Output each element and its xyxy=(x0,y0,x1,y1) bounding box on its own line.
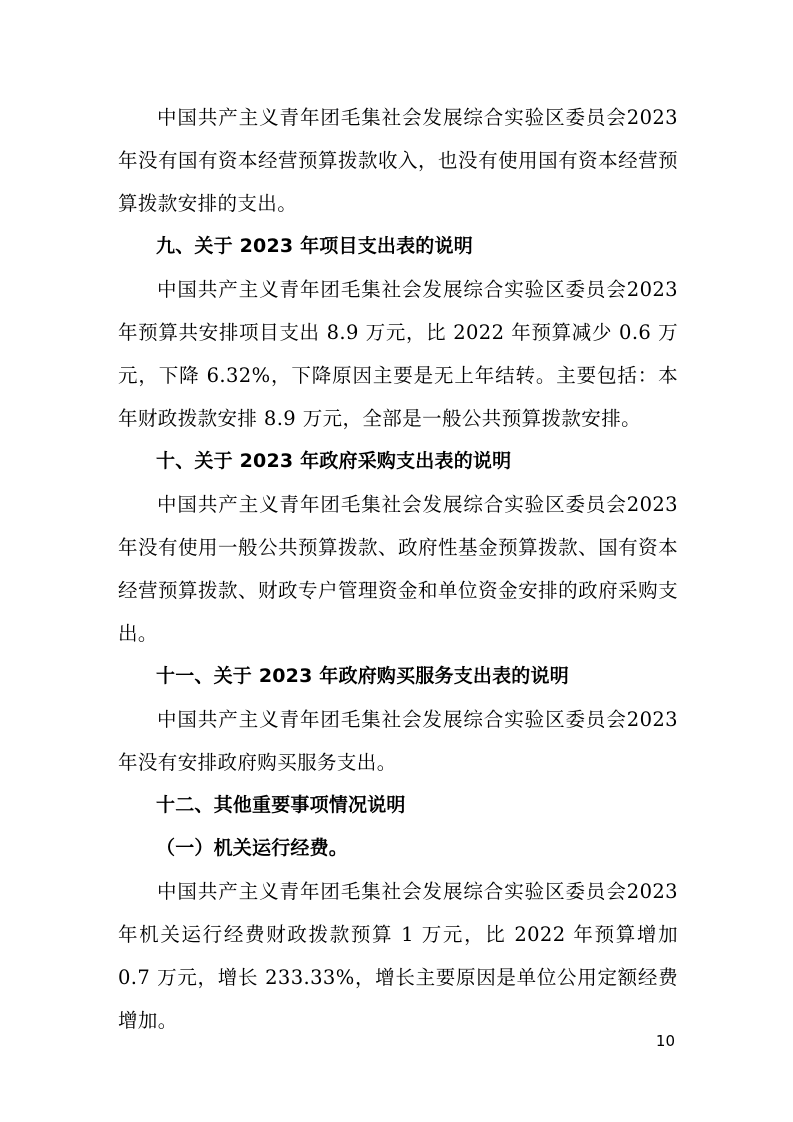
heading-section-nine: 九、关于 2023 年项目支出表的说明 xyxy=(156,235,473,257)
document-body xyxy=(118,96,678,1042)
paragraph-government-procurement: 中国共产主义青年团毛集社会发展综合实验区委员会2023年没有使用一般公共预算拨款、政府性基金预算拨款、国有资本经营预算拨款、财政专户管理资金和单位资金安排的政府采购支出。 xyxy=(118,493,678,645)
paragraph-operating-expenses-detail: 中国共产主义青年团毛集社会发展综合实验区委员会2023年机关运行经费财政拨款预算 1 万元，比 2022 年预算增加 0.7 万元，增长 233.33%，增长主要原因是单位公用定额经费增加。 xyxy=(118,880,678,1032)
subheading-operating-expenses: （一）机关运行经费。 xyxy=(156,837,349,859)
paragraph-project-expenditure: 中国共产主义青年团毛集社会发展综合实验区委员会2023年预算共安排项目支出 8.9 万元，比 2022 年预算减少 0.6 万元，下降 6.32%，下降原因主要是无上年结转。主要包括：本年财政拨款安排 8.9 万元，全部是一般公共预算拨款安排。 xyxy=(118,278,678,430)
heading-section-ten: 十、关于 2023 年政府采购支出表的说明 xyxy=(156,450,512,472)
heading-section-eleven: 十一、关于 2023 年政府购买服务支出表的说明 xyxy=(156,665,569,687)
paragraph-state-capital-budget: 中国共产主义青年团毛集社会发展综合实验区委员会2023年没有国有资本经营预算拨款收入，也没有使用国有资本经营预算拨款安排的支出。 xyxy=(118,106,678,215)
paragraph-service-purchase: 中国共产主义青年团毛集社会发展综合实验区委员会2023年没有安排政府购买服务支出。 xyxy=(118,708,678,774)
heading-section-twelve: 十二、其他重要事项情况说明 xyxy=(156,794,406,816)
page-number: 10 xyxy=(655,1032,675,1050)
